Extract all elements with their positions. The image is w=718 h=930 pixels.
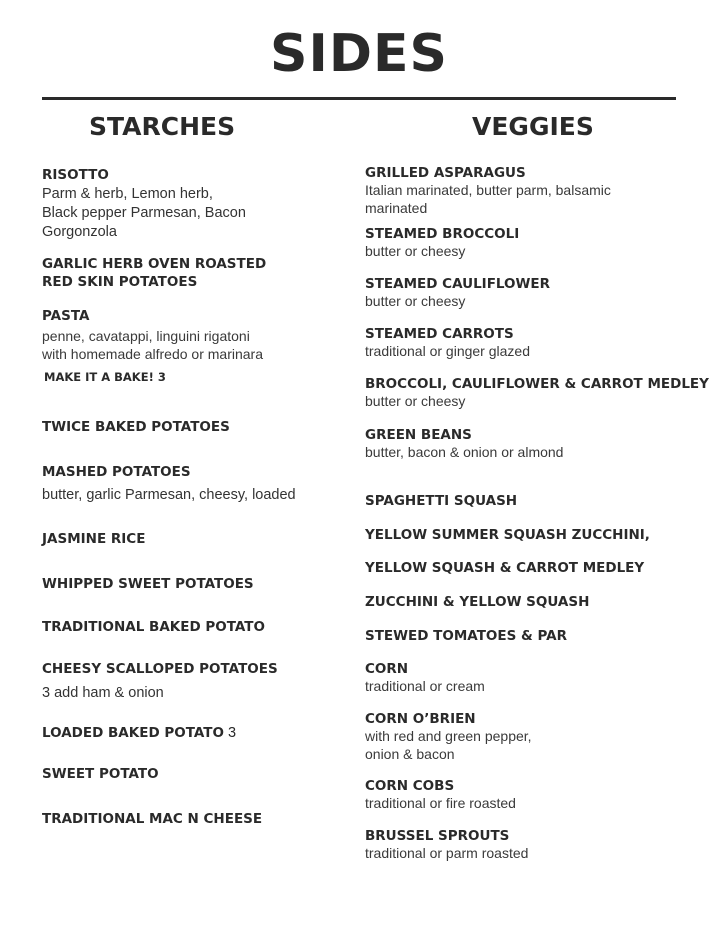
item-name: GREEN BEANS xyxy=(365,427,472,443)
item-name: SWEET POTATO xyxy=(42,766,159,782)
menu-item-grilled-asparagus xyxy=(365,164,611,217)
item-description: butter or cheesy xyxy=(365,243,466,259)
item-description: penne, cavatappi, linguini rigatoni xyxy=(42,328,250,344)
item-name: YELLOW SQUASH & CARROT MEDLEY xyxy=(365,560,645,576)
veggies-heading: VEGGIES xyxy=(472,112,594,141)
menu-item-zucchini-yellow-squash xyxy=(365,593,589,611)
item-description: with homemade alfredo or marinara xyxy=(42,345,263,362)
item-name: JASMINE RICE xyxy=(42,531,146,547)
item-name: TRADITIONAL MAC N CHEESE xyxy=(42,811,263,827)
item-description: butter or cheesy xyxy=(365,393,466,409)
item-name: CORN xyxy=(365,661,409,677)
bake-note: MAKE IT A BAKE! 3 xyxy=(44,370,166,384)
item-name: WHIPPED SWEET POTATOES xyxy=(42,576,254,592)
item-name: STEAMED CAULIFLOWER xyxy=(365,276,551,292)
menu-item-twice-baked xyxy=(42,418,230,436)
item-description: Parm & herb, Lemon herb, xyxy=(42,186,213,202)
item-description: onion & bacon xyxy=(365,745,455,762)
menu-item-mashed-potatoes xyxy=(42,463,296,505)
menu-item-traditional-baked-potato xyxy=(42,618,265,636)
item-description: butter or cheesy xyxy=(365,293,466,309)
item-price: 3 xyxy=(223,725,237,741)
item-name: TRADITIONAL BAKED POTATO xyxy=(42,619,265,635)
item-description: Black pepper Parmesan, Bacon xyxy=(42,205,246,221)
item-description: traditional or parm roasted xyxy=(365,845,529,861)
item-name: RED SKIN POTATOES xyxy=(42,274,198,290)
menu-item-pasta xyxy=(42,307,263,385)
menu-item-spaghetti-squash xyxy=(365,492,517,510)
menu-item-corn xyxy=(365,660,485,696)
item-name: STEAMED BROCCOLI xyxy=(365,226,520,242)
menu-item-jasmine-rice xyxy=(42,530,145,548)
item-name: BROCCOLI, CAULIFLOWER & CARROT MEDLEY xyxy=(365,376,709,392)
starches-heading: STARCHES xyxy=(89,112,236,141)
item-name-text: LOADED BAKED POTATO xyxy=(42,725,224,741)
item-description: with red and green pepper, xyxy=(365,728,532,744)
item-name: MASHED POTATOES xyxy=(42,464,191,480)
item-description: traditional or fire roasted xyxy=(365,795,516,811)
menu-item-corn-obrien xyxy=(365,710,532,763)
item-name: SPAGHETTI SQUASH xyxy=(365,493,518,509)
menu-item-veggie-medley xyxy=(365,375,709,411)
item-description: traditional or cream xyxy=(365,678,485,694)
item-name: CHEESY SCALLOPED POTATOES xyxy=(42,661,278,677)
item-name xyxy=(42,724,236,742)
item-name: GARLIC HERB OVEN ROASTED xyxy=(42,256,267,272)
menu-item-loaded-baked-potato xyxy=(42,724,236,742)
item-description: butter, garlic Parmesan, cheesy, loaded xyxy=(42,487,296,503)
menu-item-green-beans xyxy=(365,426,563,462)
item-name: YELLOW SUMMER SQUASH ZUCCHINI, xyxy=(365,527,650,543)
item-name: RISOTTO xyxy=(42,167,109,183)
menu-item-steamed-carrots xyxy=(365,325,530,361)
item-description: butter, bacon & onion or almond xyxy=(365,444,564,460)
page-title: SIDES xyxy=(270,24,448,84)
item-description: traditional or ginger glazed xyxy=(365,343,530,359)
item-description: marinated xyxy=(365,199,428,216)
item-name: STEWED TOMATOES & PAR xyxy=(365,628,567,644)
menu-item-cheesy-scalloped xyxy=(42,660,278,703)
item-name: GRILLED ASPARAGUS xyxy=(365,165,526,181)
menu-item-garlic-herb-potatoes xyxy=(42,255,266,291)
menu-item-steamed-cauliflower xyxy=(365,275,550,311)
item-name: CORN COBS xyxy=(365,778,455,794)
item-name: ZUCCHINI & YELLOW SQUASH xyxy=(365,594,590,610)
item-name: BRUSSEL SPROUTS xyxy=(365,828,510,844)
title-divider xyxy=(42,97,676,100)
item-name: TWICE BAKED POTATOES xyxy=(42,419,230,435)
item-name: STEAMED CARROTS xyxy=(365,326,514,342)
menu-item-corn-cobs xyxy=(365,777,516,813)
menu-item-sweet-potato xyxy=(42,765,159,783)
menu-item-squash-carrot-medley xyxy=(365,559,644,577)
item-name: PASTA xyxy=(42,308,90,324)
menu-item-brussel-sprouts xyxy=(365,827,528,863)
menu-item-whipped-sweet-potatoes xyxy=(42,575,254,593)
item-name: CORN O’BRIEN xyxy=(365,711,476,727)
item-description: Italian marinated, butter parm, balsamic xyxy=(365,182,611,198)
menu-item-stewed-tomatoes xyxy=(365,627,567,645)
menu-item-steamed-broccoli xyxy=(365,225,519,261)
item-description: Gorgonzola xyxy=(42,224,117,240)
menu-item-mac-n-cheese xyxy=(42,810,262,828)
menu-item-summer-squash-zucchini xyxy=(365,526,650,544)
item-description: 3 add ham & onion xyxy=(42,685,164,701)
menu-item-risotto xyxy=(42,166,246,242)
